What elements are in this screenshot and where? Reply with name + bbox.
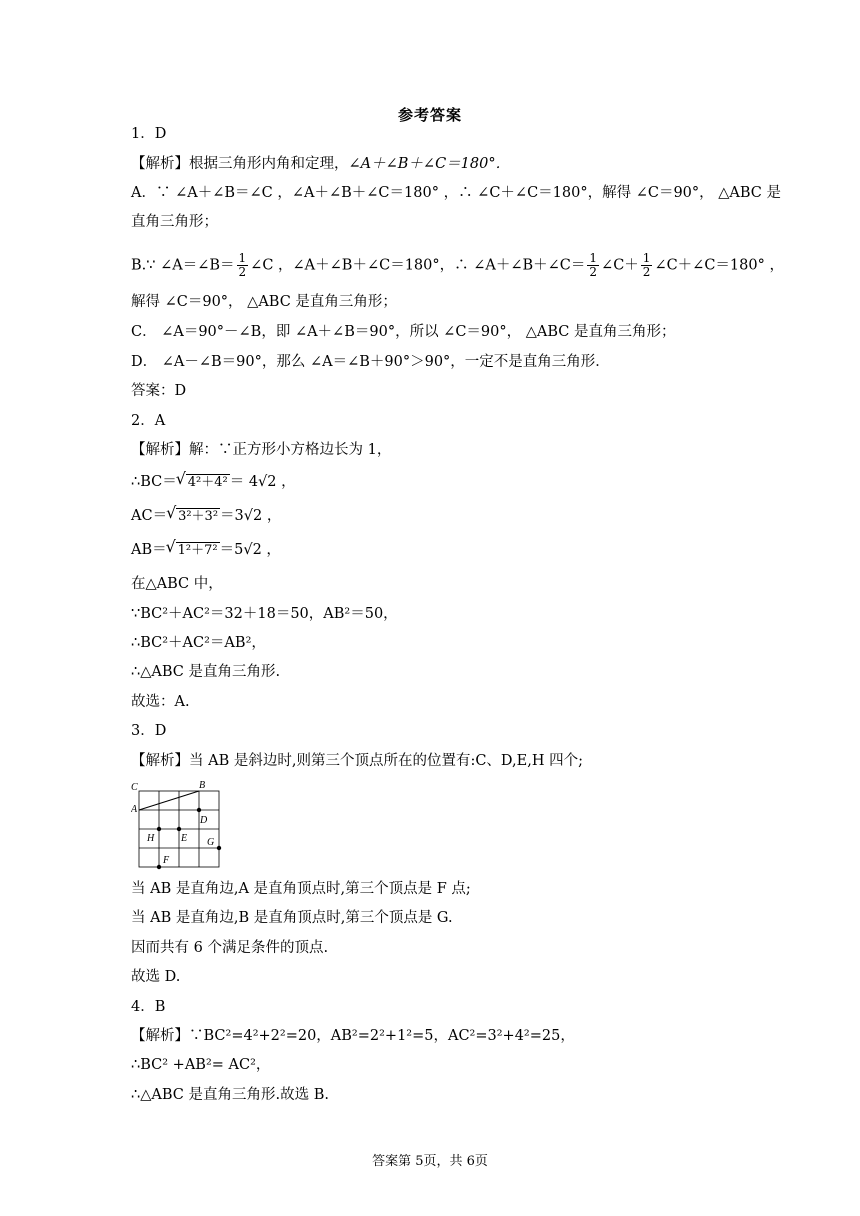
q1-option-a-line2: 直角三角形；	[131, 214, 218, 230]
q2-ab-value: ＝5√2 ，	[219, 542, 281, 558]
q1-b-mid: ∠C ，∠A＋∠B＋∠C＝180°，∴ ∠A＋∠B＋∠C＝	[250, 257, 586, 274]
q1-option-b-line2: 解得 ∠C＝90°， △ABC 是直角三角形；	[131, 294, 397, 310]
page-title: 参考答案	[397, 106, 462, 124]
q3-grid-figure	[131, 781, 231, 871]
point-d	[197, 808, 201, 812]
page-footer: 答案第 5页，共 6页	[372, 1154, 488, 1169]
fraction-denominator: 2	[642, 265, 651, 279]
q2-analysis: 【解析】解：∵正方形小方格边长为 1，	[131, 442, 392, 458]
q2-conclusion: ∴△ABC 是直角三角形.	[131, 664, 281, 680]
q1-option-c: C． ∠A＝90°－∠B，即 ∠A＋∠B＝90°，所以 ∠C＝90°， △ABC 是直角三角形；	[131, 324, 676, 340]
q4-line3: ∴△ABC 是直角三角形.故选 B.	[131, 1087, 329, 1103]
fraction-numerator: 1	[642, 251, 651, 265]
point-f	[157, 865, 161, 869]
q1-b-fraction-2	[587, 252, 599, 279]
grid-diagram	[131, 781, 231, 871]
point-g	[217, 846, 221, 850]
q2-ac-line	[131, 506, 281, 527]
q1-b-mid2: ∠C＋	[601, 257, 639, 274]
label-g: G	[207, 837, 215, 848]
q4-analysis: 【解析】∵BC²=4²+2²=20，AB²=2²+1²=5，AC²=3²+4²=25，	[131, 1028, 575, 1044]
label-b: B	[199, 781, 206, 791]
q2-number: 2．A	[131, 413, 166, 429]
q1-b-fraction-3	[641, 252, 653, 279]
q1-b-fraction	[237, 252, 249, 279]
q2-equation: ∴BC²＋AC²＝AB²，	[131, 635, 266, 651]
label-h: H	[147, 833, 155, 844]
q3-analysis: 【解析】当 AB 是斜边时,则第三个顶点所在的位置有:C、D,E,H 四个;	[131, 753, 583, 769]
fraction-numerator: 1	[238, 251, 247, 265]
q2-in-triangle: 在△ABC 中，	[131, 576, 223, 592]
q2-ab-sqrt	[167, 540, 220, 561]
q2-ac-sqrt	[167, 506, 220, 527]
label-f: F	[163, 855, 170, 866]
q1-option-d: D． ∠A－∠B＝90°，那么 ∠A＝∠B＋90°＞90°，一定不是直角三角形．	[131, 354, 610, 370]
q3-line4: 因而共有 6 个满足条件的顶点.	[131, 940, 329, 956]
fraction-denominator: 2	[238, 265, 247, 279]
q1-analysis-text: 【解析】根据三角形内角和定理，	[131, 156, 349, 172]
label-a: A	[131, 804, 138, 815]
q3-line2: 当 AB 是直角边,A 是直角顶点时,第三个顶点是 F 点;	[131, 881, 471, 897]
radicand: 3²＋3²	[178, 509, 219, 524]
q1-option-b-line1	[131, 252, 784, 279]
q4-number: 4．B	[131, 999, 166, 1015]
q2-ac-value: ＝3√2 ，	[220, 508, 282, 524]
point-e	[177, 827, 181, 831]
q3-line3: 当 AB 是直角边,B 是直角顶点时,第三个顶点是 G.	[131, 910, 453, 926]
radicand: 4²＋4²	[187, 475, 228, 490]
q4-line2: ∴BC² +AB²= AC²，	[131, 1057, 271, 1073]
label-d: D	[200, 815, 208, 826]
q2-bc-value: ＝ 4√2 ，	[229, 474, 296, 490]
q1-number: 1．D	[131, 126, 167, 142]
label-e: E	[181, 833, 188, 844]
q2-ab-prefix: AB＝	[131, 542, 167, 558]
q1-analysis-eq: ∠A＋∠B＋∠C＝180°．	[348, 156, 511, 172]
q2-sum: ∵BC²＋AC²＝32＋18＝50，AB²＝50，	[131, 606, 398, 622]
q2-choose: 故选：A.	[131, 694, 190, 710]
fraction-denominator: 2	[589, 265, 598, 279]
label-c: C	[131, 782, 138, 793]
radicand: 1²＋7²	[177, 543, 218, 558]
fraction-numerator: 1	[589, 251, 598, 265]
point-h	[157, 827, 161, 831]
q1-b-prefix: B.∵ ∠A＝∠B＝	[131, 257, 235, 274]
q1-answer: 答案：D	[131, 383, 187, 399]
q1-option-a-line1: A．∵ ∠A＋∠B＝∠C ，∠A＋∠B＋∠C＝180° ，∴ ∠C＋∠C＝180°，解得 ∠C＝90°， △ABC 是	[131, 185, 781, 201]
q3-choose: 故选 D.	[131, 969, 181, 985]
q1-analysis	[131, 154, 510, 174]
q2-ac-prefix: AC＝	[131, 508, 168, 524]
q2-ab-line	[131, 540, 281, 561]
q2-bc-line	[131, 472, 296, 493]
q2-bc-sqrt	[177, 472, 230, 493]
q1-b-end: ∠C＋∠C＝180° ，	[654, 257, 784, 274]
q3-number: 3．D	[131, 723, 167, 739]
q2-bc-prefix: ∴BC＝	[131, 474, 177, 490]
